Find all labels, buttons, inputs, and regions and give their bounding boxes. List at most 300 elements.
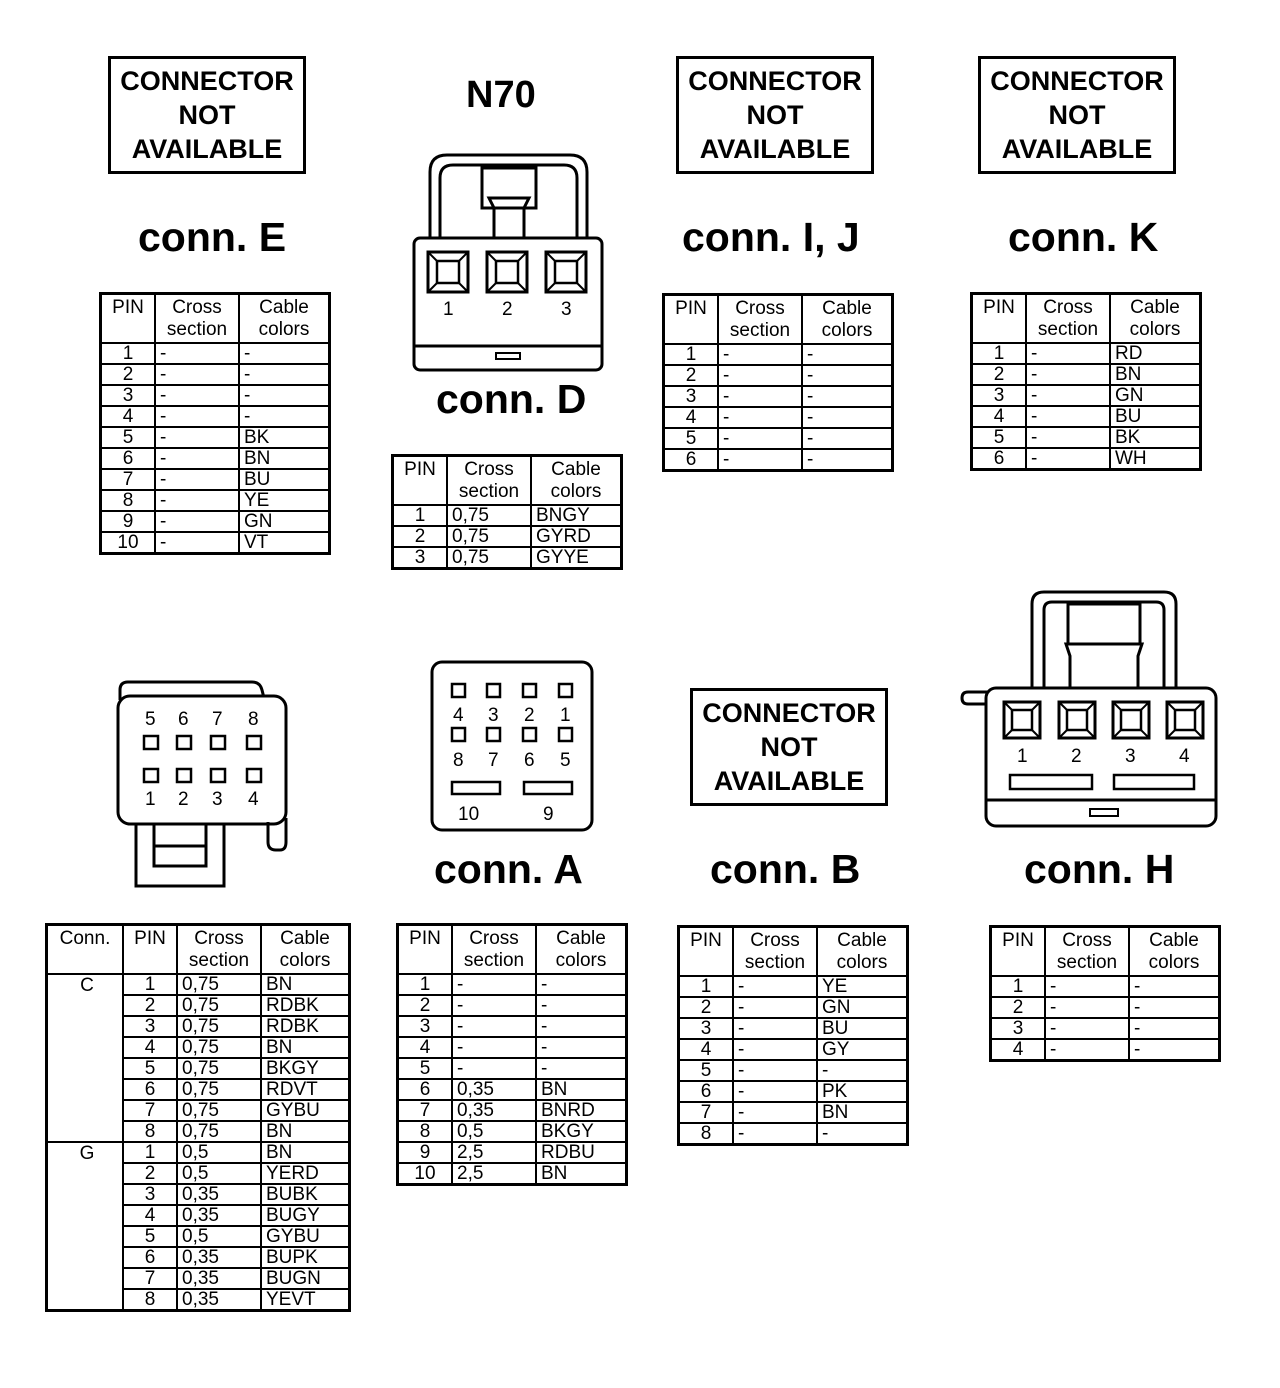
pin-cell: 7: [101, 469, 156, 490]
cross-section-cell: -: [1026, 343, 1110, 364]
cross-section-cell: -: [1026, 448, 1110, 470]
cable-color-cell: PK: [817, 1081, 908, 1102]
pin-label: 10: [458, 804, 480, 825]
col-header-cross-section: [718, 295, 802, 345]
cross-section-cell: 2,5: [452, 1163, 536, 1185]
cable-color-cell: BNGY: [531, 505, 622, 526]
pin-cell: 3: [664, 386, 719, 407]
header-line: Cable: [280, 928, 330, 949]
col-header-pin: PIN: [972, 294, 1027, 344]
pin-cell: 5: [679, 1060, 734, 1081]
title-conn-h: conn. H: [1024, 846, 1175, 892]
pin-cell: 1: [972, 343, 1027, 364]
header-row: [664, 295, 893, 345]
table-row: [679, 1102, 908, 1123]
cross-section-cell: -: [452, 1016, 536, 1037]
cable-color-cell: BU: [1110, 406, 1201, 427]
col-header-cross-section: [177, 925, 261, 975]
col-header-cable-colors: [536, 925, 627, 975]
table-row: [991, 1018, 1220, 1039]
cable-color-cell: BN: [261, 1037, 350, 1058]
header-line: Cross: [1043, 297, 1093, 318]
cable-color-cell: BN: [239, 448, 330, 469]
table-row: [101, 406, 330, 427]
pin-label: 2: [178, 789, 189, 810]
pin-cell: 1: [991, 976, 1046, 997]
table-row: [972, 448, 1201, 470]
header-line: Cable: [1149, 930, 1199, 951]
pin-label: 4: [248, 789, 259, 810]
header-line: colors: [279, 950, 331, 971]
cable-color-cell: RDBK: [261, 1016, 350, 1037]
header-line: Cable: [259, 297, 309, 318]
table-row: [398, 1121, 627, 1142]
pin-cell: 7: [123, 1268, 177, 1289]
col-header-pin: PIN: [991, 927, 1046, 977]
cross-section-cell: 0,35: [177, 1268, 261, 1289]
na-line: AVAILABLE: [131, 134, 283, 164]
header-line: section: [1056, 952, 1118, 973]
header-line: Cross: [1062, 930, 1112, 951]
table-row: [972, 343, 1201, 364]
cross-section-cell: 0,75: [177, 1037, 261, 1058]
cable-color-cell: -: [1129, 976, 1220, 997]
na-line: NOT: [178, 100, 236, 130]
pin-cell: 2: [398, 995, 453, 1016]
cable-color-cell: BUPK: [261, 1247, 350, 1268]
cable-color-cell: -: [536, 1016, 627, 1037]
cross-section-cell: -: [155, 343, 239, 364]
cross-section-cell: 0,75: [177, 1121, 261, 1142]
pin-cell: 4: [101, 406, 156, 427]
pin-cell: 5: [972, 427, 1027, 448]
cross-section-cell: -: [452, 995, 536, 1016]
pin-cell: 4: [398, 1037, 453, 1058]
pin-cell: 9: [398, 1142, 453, 1163]
cross-section-cell: -: [718, 386, 802, 407]
cross-section-cell: -: [155, 469, 239, 490]
cross-section-cell: 0,75: [177, 1079, 261, 1100]
na-line: AVAILABLE: [699, 134, 851, 164]
not-available-e: [108, 56, 306, 174]
na-line: CONNECTOR: [120, 66, 294, 96]
pin-label: 9: [543, 804, 554, 825]
cable-color-cell: YERD: [261, 1163, 350, 1184]
cross-section-cell: -: [733, 1081, 817, 1102]
cross-section-cell: 0,5: [177, 1226, 261, 1247]
pin-label: 5: [560, 750, 571, 771]
cable-color-cell: YE: [239, 490, 330, 511]
cross-section-cell: -: [733, 997, 817, 1018]
cable-color-cell: BN: [261, 1142, 350, 1163]
cable-color-cell: BK: [1110, 427, 1201, 448]
cable-color-cell: BUGY: [261, 1205, 350, 1226]
pin-label: 8: [248, 709, 259, 730]
pin-label: 2: [502, 299, 513, 320]
na-line: CONNECTOR: [702, 698, 876, 728]
pin-cell: 5: [398, 1058, 453, 1079]
header-line: Cross: [172, 297, 222, 318]
pin-cell: 7: [123, 1100, 177, 1121]
cable-color-cell: -: [239, 343, 330, 364]
pin-table: [99, 292, 331, 555]
na-line: NOT: [1048, 100, 1106, 130]
cross-section-cell: -: [452, 1058, 536, 1079]
header-line: section: [463, 950, 525, 971]
na-line: CONNECTOR: [688, 66, 862, 96]
cross-section-cell: -: [718, 407, 802, 428]
cross-section-cell: -: [1045, 997, 1129, 1018]
col-header-cross-section: [452, 925, 536, 975]
cable-color-cell: -: [1129, 1039, 1220, 1061]
pin-table: [677, 925, 909, 1146]
cross-section-cell: -: [1026, 364, 1110, 385]
pin-cell: 2: [991, 997, 1046, 1018]
pin-cell: 3: [101, 385, 156, 406]
cable-color-cell: VT: [239, 532, 330, 554]
pin-label: 3: [561, 299, 572, 320]
cable-color-cell: WH: [1110, 448, 1201, 470]
table-row: [101, 448, 330, 469]
cable-color-cell: -: [802, 386, 893, 407]
cable-color-cell: -: [536, 974, 627, 995]
pin-cell: 8: [679, 1123, 734, 1145]
cross-section-cell: -: [1026, 385, 1110, 406]
pin-label: 4: [1179, 746, 1190, 767]
header-row: [972, 294, 1201, 344]
pin-cell: 6: [398, 1079, 453, 1100]
cross-section-cell: -: [718, 365, 802, 386]
table-row: [393, 547, 622, 569]
col-header-pin: PIN: [101, 294, 156, 344]
pin-table: [396, 923, 628, 1186]
pin-cell: 1: [664, 344, 719, 365]
col-header-pin: PIN: [679, 927, 734, 977]
cable-color-cell: -: [536, 1037, 627, 1058]
table-row: [398, 1142, 627, 1163]
pin-label: 2: [524, 705, 535, 726]
header-line: colors: [1148, 952, 1200, 973]
cross-section-cell: -: [733, 1039, 817, 1060]
pin-label: 1: [145, 789, 156, 810]
pin-label: 1: [560, 705, 571, 726]
pin-cell: 5: [123, 1226, 177, 1247]
header-line: colors: [555, 950, 607, 971]
pin-cell: 7: [398, 1100, 453, 1121]
cross-section-cell: 0,75: [177, 1100, 261, 1121]
cable-color-cell: BN: [536, 1163, 627, 1185]
cable-color-cell: -: [1129, 1018, 1220, 1039]
header-row: [679, 927, 908, 977]
table-row: [664, 449, 893, 471]
cross-section-cell: 0,35: [177, 1247, 261, 1268]
pin-cell: 1: [123, 974, 177, 995]
header-line: colors: [1129, 319, 1181, 340]
cross-section-cell: 0,75: [177, 1058, 261, 1079]
header-row: [101, 294, 330, 344]
cross-section-cell: -: [733, 1060, 817, 1081]
cross-section-cell: -: [155, 427, 239, 448]
cable-color-cell: BKGY: [536, 1121, 627, 1142]
col-header-cable-colors: [261, 925, 350, 975]
table-row: [679, 1018, 908, 1039]
header-line: Cable: [822, 298, 872, 319]
header-line: Cable: [556, 928, 606, 949]
cable-color-cell: -: [802, 428, 893, 449]
col-header-conn: Conn.: [47, 925, 124, 975]
pin-cell: 6: [101, 448, 156, 469]
cross-section-cell: -: [733, 1123, 817, 1145]
pin-label: 7: [212, 709, 223, 730]
pin-label: 6: [178, 709, 189, 730]
cable-color-cell: -: [802, 344, 893, 365]
cable-color-cell: -: [1129, 997, 1220, 1018]
cable-color-cell: BKGY: [261, 1058, 350, 1079]
cross-section-cell: 0,35: [177, 1184, 261, 1205]
col-header-pin: PIN: [398, 925, 453, 975]
table-row: [991, 997, 1220, 1018]
pin-cell: 6: [679, 1081, 734, 1102]
pin-cell: 8: [398, 1121, 453, 1142]
cross-section-cell: 0,35: [452, 1100, 536, 1121]
col-header-pin: PIN: [123, 925, 177, 975]
pin-cell: 8: [123, 1289, 177, 1311]
table-row: [664, 386, 893, 407]
conn-group-cell: C: [47, 974, 124, 1142]
cable-color-cell: GY: [817, 1039, 908, 1060]
pin-label: 6: [524, 750, 535, 771]
cross-section-cell: -: [1026, 406, 1110, 427]
pin-cell: 2: [123, 995, 177, 1016]
cable-color-cell: -: [802, 449, 893, 471]
title-conn-e: conn. E: [138, 214, 287, 260]
cross-section-cell: -: [1045, 1039, 1129, 1061]
cable-color-cell: -: [536, 995, 627, 1016]
conn-group-cell: G: [47, 1142, 124, 1311]
header-row: [398, 925, 627, 975]
table-row: [398, 995, 627, 1016]
cross-section-cell: -: [452, 974, 536, 995]
cross-section-cell: -: [1026, 427, 1110, 448]
pin-table: [391, 454, 623, 570]
pin-cell: 4: [123, 1205, 177, 1226]
table-row: [398, 974, 627, 995]
pin-table: [970, 292, 1202, 471]
pin-cell: 3: [679, 1018, 734, 1039]
pin-label: 2: [1071, 746, 1082, 767]
cable-color-cell: -: [239, 406, 330, 427]
table-row: [664, 365, 893, 386]
table-row: [991, 976, 1220, 997]
header-line: section: [729, 320, 791, 341]
header-line: Cable: [837, 930, 887, 951]
cable-color-cell: RDBK: [261, 995, 350, 1016]
pin-table: [989, 925, 1221, 1062]
pin-cell: 2: [123, 1163, 177, 1184]
pin-label: 3: [212, 789, 223, 810]
pin-cell: 4: [123, 1037, 177, 1058]
table-row: [101, 532, 330, 554]
header-line: Cable: [551, 459, 601, 480]
pin-cell: 8: [123, 1121, 177, 1142]
pin-label: 1: [1017, 746, 1028, 767]
pin-cell: 2: [664, 365, 719, 386]
pin-label: 3: [488, 705, 499, 726]
pin-cell: 5: [664, 428, 719, 449]
pin-cell: 3: [123, 1016, 177, 1037]
header-line: section: [744, 952, 806, 973]
header-line: colors: [821, 320, 873, 341]
table-row: [398, 1163, 627, 1185]
cable-color-cell: -: [817, 1123, 908, 1145]
cross-section-cell: 0,75: [177, 995, 261, 1016]
cable-color-cell: YE: [817, 976, 908, 997]
col-header-cable-colors: [531, 456, 622, 506]
table-row: [664, 407, 893, 428]
not-available-b: [690, 688, 888, 806]
title-conn-b: conn. B: [710, 846, 861, 892]
table-row: [679, 976, 908, 997]
col-header-cross-section: [155, 294, 239, 344]
na-line: NOT: [760, 732, 818, 762]
pin-cell: 4: [972, 406, 1027, 427]
connector-cg-drawing: [114, 676, 294, 890]
cross-section-cell: -: [155, 532, 239, 554]
cable-color-cell: -: [802, 365, 893, 386]
not-available-k: [978, 56, 1176, 174]
cross-section-cell: -: [155, 490, 239, 511]
cross-section-cell: -: [155, 448, 239, 469]
table-row: [398, 1037, 627, 1058]
cross-section-cell: -: [1045, 1018, 1129, 1039]
cable-color-cell: RDBU: [536, 1142, 627, 1163]
cable-color-cell: -: [239, 385, 330, 406]
cross-section-cell: -: [155, 511, 239, 532]
table-row: [47, 1142, 350, 1163]
header-row: [991, 927, 1220, 977]
table-row: [679, 1123, 908, 1145]
pin-cell: 2: [972, 364, 1027, 385]
component-title: N70: [466, 74, 536, 116]
cable-color-cell: -: [817, 1060, 908, 1081]
cable-color-cell: -: [802, 407, 893, 428]
na-line: AVAILABLE: [1001, 134, 1153, 164]
cross-section-cell: -: [733, 976, 817, 997]
pin-cell: 6: [123, 1079, 177, 1100]
pin-cell: 1: [679, 976, 734, 997]
pin-cell: 3: [991, 1018, 1046, 1039]
cross-section-cell: 0,5: [177, 1163, 261, 1184]
pin-cell: 6: [123, 1247, 177, 1268]
pin-label: 3: [1125, 746, 1136, 767]
pin-cell: 1: [398, 974, 453, 995]
pin-cell: 2: [101, 364, 156, 385]
col-header-cross-section: [1026, 294, 1110, 344]
cable-color-cell: -: [536, 1058, 627, 1079]
header-line: section: [1037, 319, 1099, 340]
cross-section-cell: 0,75: [447, 505, 531, 526]
header-line: colors: [550, 481, 602, 502]
cable-color-cell: GN: [817, 997, 908, 1018]
cross-section-cell: 2,5: [452, 1142, 536, 1163]
col-header-cable-colors: [802, 295, 893, 345]
cross-section-cell: 0,75: [177, 1016, 261, 1037]
table-row: [972, 406, 1201, 427]
table-row: [393, 505, 622, 526]
title-conn-k: conn. K: [1008, 214, 1159, 260]
header-line: section: [166, 319, 228, 340]
pin-cell: 10: [398, 1163, 453, 1185]
pin-cell: 4: [664, 407, 719, 428]
pin-cell: 4: [991, 1039, 1046, 1061]
header-row: [47, 925, 350, 975]
title-conn-ij: conn. I, J: [682, 214, 860, 260]
pin-label: 7: [488, 750, 499, 771]
title-conn-a: conn. A: [434, 846, 583, 892]
cross-section-cell: -: [718, 428, 802, 449]
pin-cell: 1: [101, 343, 156, 364]
cross-section-cell: 0,75: [447, 526, 531, 547]
table-row: [664, 344, 893, 365]
cable-color-cell: YEVT: [261, 1289, 350, 1311]
table-row: [398, 1016, 627, 1037]
table-row: [101, 490, 330, 511]
header-line: Cross: [464, 459, 514, 480]
table-row: [101, 364, 330, 385]
header-line: Cross: [194, 928, 244, 949]
col-header-cable-colors: [1129, 927, 1220, 977]
cross-section-cell: 0,5: [177, 1142, 261, 1163]
col-header-cable-colors: [239, 294, 330, 344]
table-row: [679, 997, 908, 1018]
cable-color-cell: GN: [1110, 385, 1201, 406]
table-row: [101, 385, 330, 406]
col-header-cross-section: [1045, 927, 1129, 977]
table-row: [991, 1039, 1220, 1061]
pin-table: [662, 293, 894, 472]
cable-color-cell: BN: [536, 1079, 627, 1100]
cable-color-cell: BU: [239, 469, 330, 490]
pin-label: 1: [443, 299, 454, 320]
cross-section-cell: -: [155, 385, 239, 406]
cable-color-cell: BN: [1110, 364, 1201, 385]
cable-color-cell: BN: [261, 974, 350, 995]
pin-cell: 6: [972, 448, 1027, 470]
table-row: [398, 1079, 627, 1100]
pin-label: 5: [145, 709, 156, 730]
cable-color-cell: BNRD: [536, 1100, 627, 1121]
cable-color-cell: BU: [817, 1018, 908, 1039]
title-conn-d: conn. D: [436, 376, 587, 422]
col-header-pin: PIN: [393, 456, 448, 506]
table-row: [101, 427, 330, 448]
pin-cell: 10: [101, 532, 156, 554]
pin-cell: 8: [101, 490, 156, 511]
cable-color-cell: GYYE: [531, 547, 622, 569]
cable-color-cell: BN: [817, 1102, 908, 1123]
cable-color-cell: BUBK: [261, 1184, 350, 1205]
pin-cell: 1: [393, 505, 448, 526]
cross-section-cell: -: [155, 364, 239, 385]
col-header-cable-colors: [1110, 294, 1201, 344]
cross-section-cell: -: [733, 1018, 817, 1039]
header-line: section: [458, 481, 520, 502]
table-row: [101, 343, 330, 364]
cable-color-cell: GN: [239, 511, 330, 532]
cable-color-cell: BK: [239, 427, 330, 448]
header-line: Cross: [469, 928, 519, 949]
cable-color-cell: GYBU: [261, 1226, 350, 1247]
